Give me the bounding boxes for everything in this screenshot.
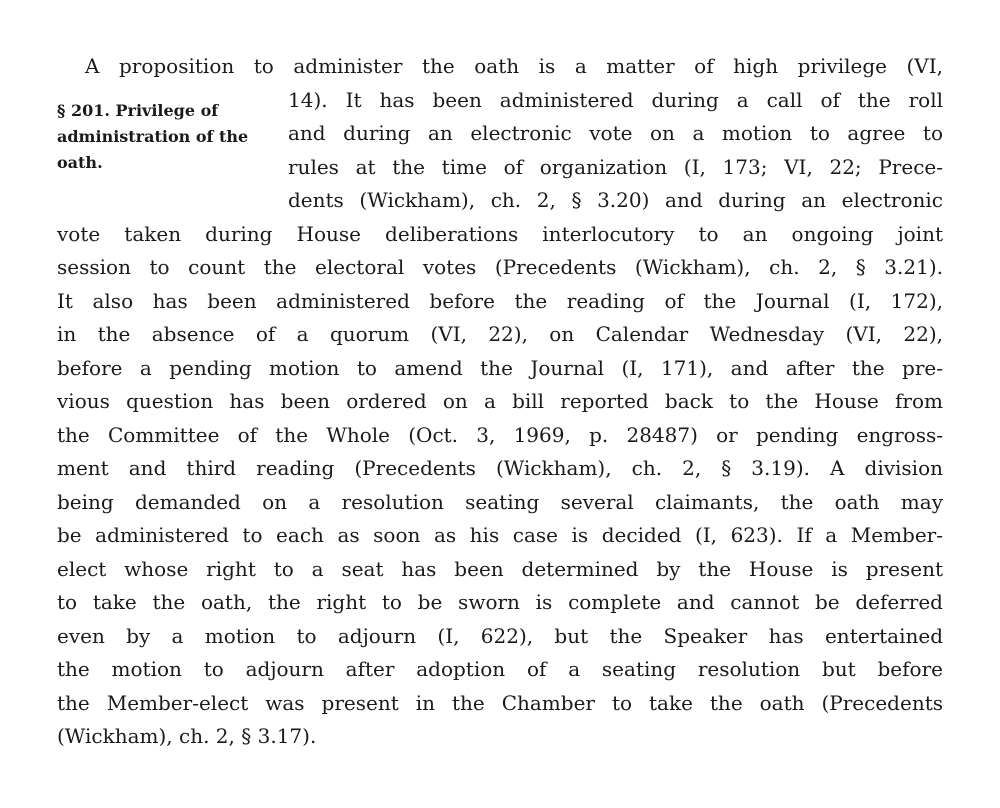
text-line: to take the oath, the right to be sworn is complete and cannot be deferred [57,590,943,614]
text-line: the Member-elect was present in the Chamber to take the oath (Precedents [57,690,943,715]
paragraph-first-line: A proposition to administer the oath is a matter of high privilege (VI, [85,54,943,78]
text-line: vious question has been ordered on a bill reported back to the House from [57,389,943,413]
margin-note-line: administration of the [57,126,249,146]
text-line: dents (Wickham), ch. 2, § 3.20) and during an electronic [288,188,943,212]
text-line: and during an electronic vote on a motion to agree to [288,121,943,145]
text-line: session to count the electoral votes (Precedents (Wickham), ch. 2, § 3.21). [57,255,943,279]
text-line: elect whose right to a seat has been determined by the House is present [57,556,943,581]
paragraph-wrapped-column [288,84,943,218]
text-line: in the absence of a quorum (VI, 22), on Calendar Wednesday (VI, 22), [57,322,943,346]
text-line: the motion to adjourn after adoption of a seating resolution but before [57,657,943,681]
text-line: rules at the time of organization (I, 173; VI, 22; Prece- [288,154,943,179]
margin-note-line: § 201. Privilege of [57,100,219,120]
paragraph-last-line: (Wickham), ch. 2, § 3.17). [57,724,317,748]
paragraph-full-width-block [57,218,943,754]
text-line: vote taken during House deliberations interlocutory to an ongoing joint [57,221,943,246]
margin-note-row [57,84,943,218]
text-line: the Committee of the Whole (Oct. 3, 1969, p. 28487) or pending engross- [57,422,943,447]
text-line: be administered to each as soon as his case is decided (I, 623). If a Member- [57,523,943,547]
text-line: before a pending motion to amend the Journal (I, 171), and after the pre- [57,355,943,380]
margin-note-line: oath. [57,152,103,172]
text-line: ment and third reading (Precedents (Wickham), ch. 2, § 3.19). A division [57,456,943,480]
text-line: 14). It has been administered during a call of the roll [288,87,943,112]
text-line: being demanded on a resolution seating several claimants, the oath may [57,489,943,514]
margin-note [57,84,288,176]
text-line: even by a motion to adjourn (I, 622), but the Speaker has entertained [57,623,943,648]
text-line: It also has been administered before the reading of the Journal (I, 172), [57,288,943,313]
